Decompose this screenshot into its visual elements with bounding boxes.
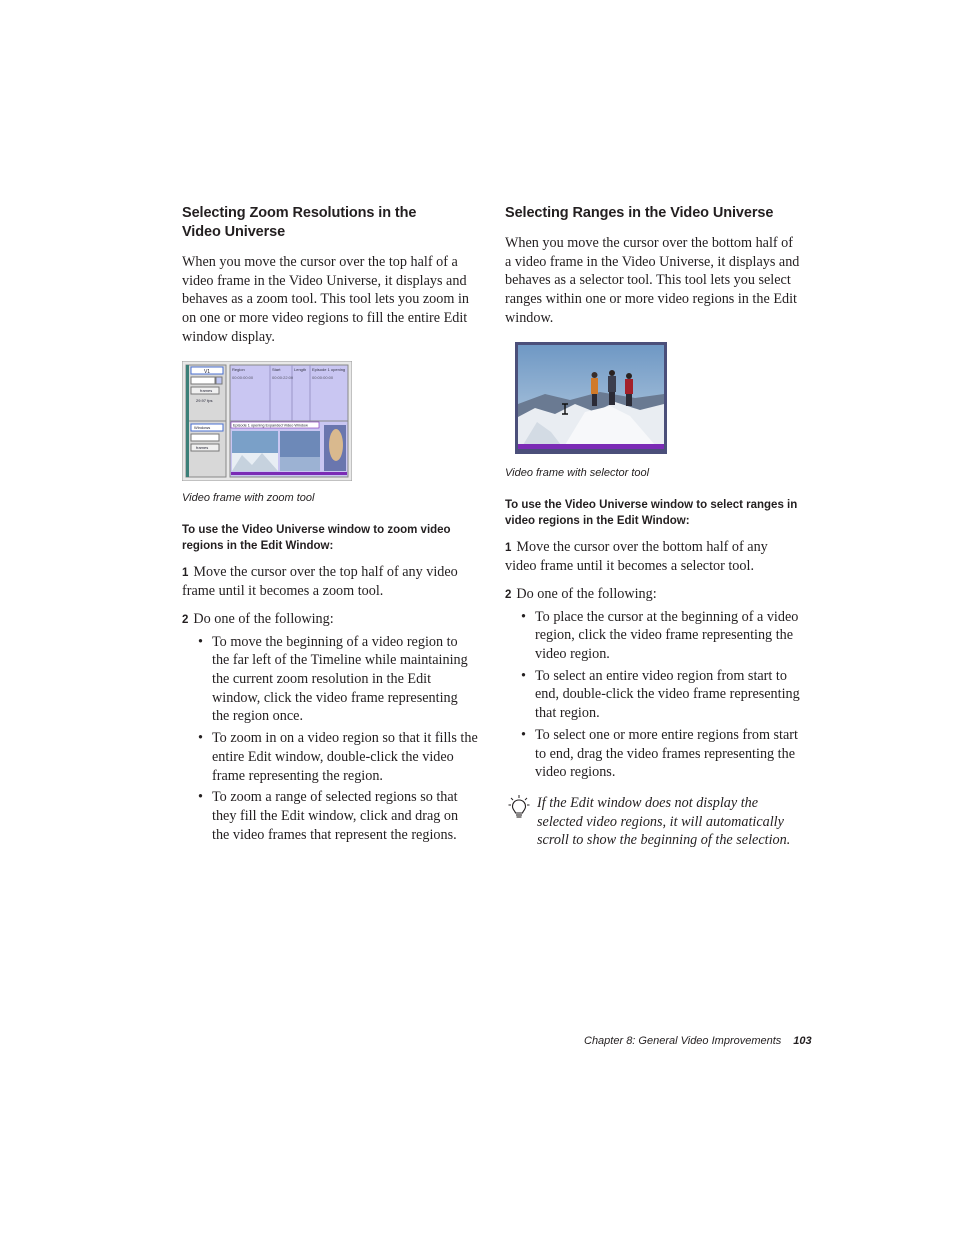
step-2-text: Do one of the following: bbox=[516, 585, 657, 602]
list-item: • To move the beginning of a video region to the far left of the Timeline while maintaining the current zoom resolution in the Edit window, click the video frame representing the region once. bbox=[198, 633, 478, 727]
section-heading-ranges: Selecting Ranges in the Video Universe bbox=[505, 205, 774, 221]
list-item: • To place the cursor at the beginning of a video region, click the video frame representing the video region. bbox=[521, 608, 801, 664]
tip-note bbox=[505, 794, 801, 850]
step-1-text: Move the cursor over the top half of any video frame until it becomes a zoom tool. bbox=[182, 563, 458, 600]
col-header-episode: Episode 1 opening bbox=[312, 366, 346, 372]
section-heading-zoom bbox=[182, 204, 478, 242]
zoom-figure-caption: Video frame with zoom tool bbox=[182, 491, 315, 504]
track1-name: V1 bbox=[203, 368, 211, 375]
clip-label: Episode 1 opening Expanded Video Window bbox=[233, 423, 308, 428]
lightbulb-icon bbox=[508, 794, 530, 820]
zoom-options-list bbox=[198, 633, 478, 845]
step-2 bbox=[505, 585, 801, 605]
track2-name: Windows bbox=[194, 424, 211, 430]
row1-cell-3: 00:00:00:00 bbox=[312, 374, 334, 380]
col-header-length: Length bbox=[294, 366, 307, 372]
edit-window-screenshot bbox=[182, 361, 352, 481]
list-item: • To select an entire video region from start to end, double-click the video frame representing that region. bbox=[521, 667, 801, 723]
step-2-text: Do one of the following: bbox=[193, 610, 334, 627]
heading-line-2: Video Universe bbox=[182, 224, 286, 240]
tip-text: If the Edit window does not display the selected video regions, it will automatically scroll to show the beginning of the selection. bbox=[537, 794, 791, 849]
chapter-title: Chapter 8: General Video Improvements bbox=[584, 1035, 782, 1047]
row1-cell-1: 00:00:00:00 bbox=[232, 374, 254, 380]
step-2 bbox=[182, 610, 478, 630]
heading-line-1: Selecting Zoom Resolutions in the bbox=[182, 205, 417, 221]
left-column bbox=[182, 204, 478, 847]
step-1-number: 1 bbox=[182, 566, 189, 579]
step-1-text: Move the cursor over the bottom half of any video frame until it becomes a selector tool. bbox=[505, 538, 768, 575]
step-1-number: 1 bbox=[505, 541, 512, 554]
video-frame-image bbox=[515, 342, 667, 454]
intro-paragraph: When you move the cursor over the bottom half of a video frame in the Video Universe, it displays and behaves as a selector tool. This tool lets you select ranges within one or more video regions in the Edit window. bbox=[505, 235, 800, 326]
step-1 bbox=[505, 538, 801, 576]
col-header-region: Region bbox=[232, 366, 245, 372]
right-column bbox=[505, 204, 801, 850]
selector-figure-caption: Video frame with selector tool bbox=[505, 466, 650, 479]
list-item: • To zoom in on a video region so that it fills the entire Edit window, double-click the video frame representing the region. bbox=[198, 729, 478, 785]
row1-cell-2: 00:00:22:00 bbox=[272, 374, 294, 380]
track1-fps: 29.97 fps bbox=[196, 397, 213, 403]
track1-mode: frames bbox=[200, 387, 213, 393]
intro-paragraph: When you move the cursor over the top half of a video frame in the Video Universe, it displays and behaves as a zoom tool. This tool lets you zoom in on one or more video regions to fill the entire Edit window display. bbox=[182, 254, 469, 345]
step-2-number: 2 bbox=[182, 613, 189, 626]
page-number: 103 bbox=[793, 1035, 812, 1047]
zoom-tool-figure bbox=[182, 361, 352, 481]
selector-tool-figure bbox=[515, 342, 667, 454]
select-options-list bbox=[521, 608, 801, 782]
procedure-heading-select: To use the Video Universe window to select ranges in video regions in the Edit Window: bbox=[505, 498, 798, 527]
page-footer bbox=[584, 1034, 836, 1048]
list-item: • To zoom a range of selected regions so that they fill the Edit window, click and drag on the video frames that represent the regions. bbox=[198, 788, 478, 844]
col-header-start: Start bbox=[272, 366, 281, 372]
procedure-heading-zoom: To use the Video Universe window to zoom video regions in the Edit Window: bbox=[182, 523, 451, 552]
step-1 bbox=[182, 563, 478, 601]
list-item: • To select one or more entire regions from start to end, drag the video frames representing the video regions. bbox=[521, 726, 801, 782]
track2-mode: frames bbox=[196, 444, 209, 450]
step-2-number: 2 bbox=[505, 588, 512, 601]
